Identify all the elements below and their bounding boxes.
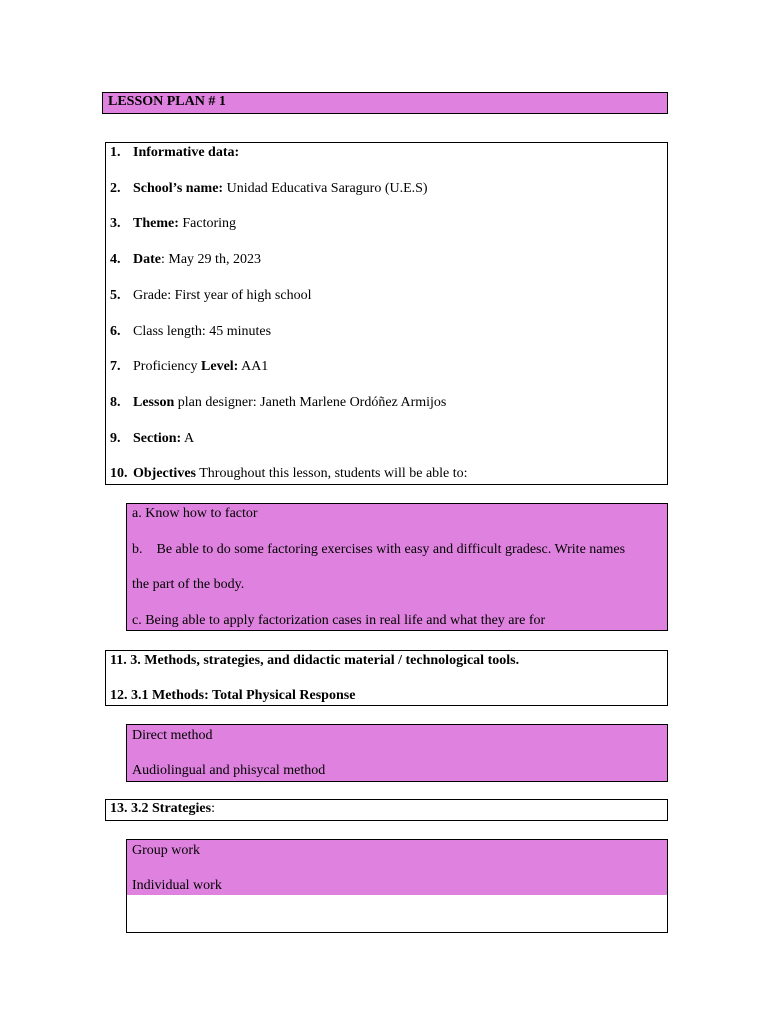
info-item-text — [133, 181, 428, 197]
info-item-label: Informative data: — [133, 145, 240, 160]
info-item-text — [133, 466, 468, 482]
info-item-number: 1. — [110, 145, 121, 160]
info-item-text — [133, 359, 268, 375]
info-item-text — [133, 288, 311, 304]
informative-data-box — [105, 142, 668, 485]
objectives-box — [126, 503, 668, 631]
info-item-prefix: Proficiency — [133, 359, 202, 375]
info-item-value: Grade: First year of high school — [133, 287, 312, 303]
info-item-number: 9. — [110, 430, 121, 446]
objective-item: c. Being able to apply factorization cases in real life and what they are for — [132, 613, 546, 628]
methods-subheading: 12. 3.1 Methods: Total Physical Response — [110, 688, 356, 703]
strategies-heading-colon: : — [211, 801, 215, 816]
info-item-label: School’s name: — [133, 180, 224, 196]
methods-box — [126, 724, 668, 782]
info-item-label: Theme: — [133, 216, 179, 232]
info-item-label: Lesson — [133, 394, 175, 410]
strategy-item: Group work — [132, 843, 201, 858]
info-item-label: Date — [133, 252, 161, 268]
info-item-text — [133, 252, 261, 268]
objective-item: b. Be able to do some factoring exercises with easy and difficult gradesc. Write names — [132, 542, 626, 557]
method-item: Direct method — [132, 728, 213, 743]
info-item-value: : May 29 th, 2023 — [161, 252, 261, 268]
info-item-value: Unidad Educativa Saraguro (U.E.S) — [223, 180, 428, 196]
info-item-number: 5. — [110, 287, 121, 303]
info-item-number: 7. — [110, 359, 121, 375]
info-item-text — [133, 431, 194, 447]
methods-heading: 11. 3. Methods, strategies, and didactic material / technological tools. — [110, 653, 520, 668]
lesson-plan-title: LESSON PLAN # 1 — [108, 94, 226, 109]
info-item-number: 3. — [110, 216, 121, 232]
info-item-value: Factoring — [178, 216, 237, 232]
info-item-number: 8. — [110, 394, 121, 410]
info-item-text — [133, 216, 236, 232]
info-item-value: A — [181, 430, 195, 446]
info-item-value: Throughout this lesson, students will be able to: — [195, 466, 468, 482]
strategy-item: Individual work — [132, 878, 222, 893]
info-item-number: 2. — [110, 180, 121, 196]
strategies-header-box — [105, 799, 668, 821]
info-item-number: 4. — [110, 252, 121, 268]
info-item-number: 10. — [110, 466, 128, 482]
lesson-plan-title-box — [102, 92, 668, 114]
strategies-heading: 13. 3.2 Strategies — [110, 801, 212, 816]
objective-item: the part of the body. — [132, 577, 245, 592]
info-item-label: Objectives — [133, 466, 196, 482]
info-item-number: 6. — [110, 323, 121, 339]
info-item-value: plan designer: Janeth Marlene Ordóñez Armijos — [174, 394, 447, 410]
objective-item: a. Know how to factor — [132, 506, 258, 521]
method-item: Audiolingual and phisycal method — [132, 763, 326, 778]
strategies-box — [126, 839, 668, 933]
methods-header-box — [105, 650, 668, 706]
info-item-text — [133, 395, 446, 411]
info-item-value: AA1 — [238, 359, 269, 375]
info-item-label: Section: — [133, 430, 182, 446]
info-item-text — [133, 324, 271, 340]
info-item-value: Class length: 45 minutes — [133, 323, 272, 339]
info-item-text — [133, 145, 239, 161]
info-item-label: Level: — [201, 359, 239, 375]
